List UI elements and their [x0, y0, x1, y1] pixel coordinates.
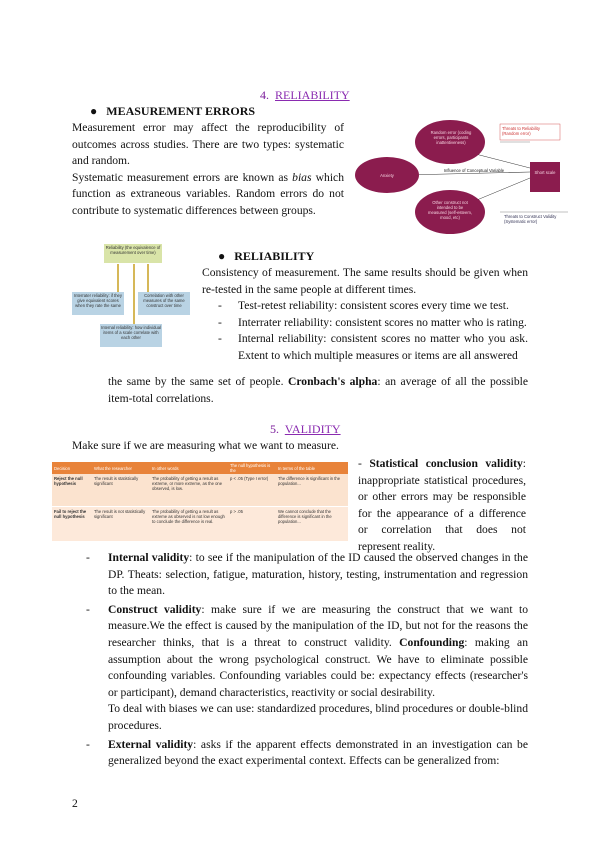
measurement-errors-title: MEASUREMENT ERRORS	[106, 104, 256, 118]
statistical-validity: - Statistical conclusion validity: inappropriate statistical procedures, or other errors may be responsible for the appearance of a difference or correlation that does not represent reality.	[358, 457, 526, 553]
table-header: In terms of the table	[278, 465, 316, 471]
reliability-continuation: the same by the same set of people. Cronbach's alpha: an average of all the possible item-total correlations.	[108, 375, 529, 405]
flow-box-right: Correlation with other measures of the same construct over time	[138, 292, 190, 315]
section-5-title[interactable]: VALIDITY	[284, 422, 341, 436]
page-number: 2	[72, 797, 78, 810]
list-item: - External validity: asks if the apparent effects demonstrated in an investigation can be generalized beyond the exact experimental context. Effects can be generalized from:	[86, 737, 528, 768]
section-4-title[interactable]: RELIABILITY	[275, 88, 350, 102]
section-4-heading	[260, 88, 350, 103]
table-cell: We cannot conclude that the difference is significant in the population...	[278, 509, 332, 524]
section-4-number: 4.	[260, 88, 269, 102]
measurement-errors-p1: Measurement error may affect the reproducibility of outcomes across studies. There are two types: systematic and random.	[72, 121, 344, 168]
edge-label: Influence of Conceptual Variable	[443, 168, 505, 173]
table-row	[52, 507, 348, 542]
list-item: - Internal reliability: consistent scores no matter who you ask. Extent to which multiple measures or items are all answered	[218, 332, 528, 362]
list-item: - Internal validity: to see if the manipulation of the ID caused the observed changes in the DP. Theats: selection, fatigue, maturation, history, testing, instrumentation and regression to the mean.	[86, 551, 528, 598]
node-short-scale: Short scale	[534, 170, 556, 175]
reliability-intro: Consistency of measurement. The same results should be given when re-tested in the same people at different times.	[202, 266, 528, 296]
table-header-row	[52, 462, 348, 474]
section-5-number: 5.	[270, 422, 279, 436]
bullet-icon: ●	[218, 249, 226, 263]
validity-intro: Make sure if we are measuring what we want to measure.	[72, 439, 339, 452]
decision-table-grid	[52, 462, 348, 541]
table-header: In other words	[152, 465, 179, 471]
measurement-errors-p2: Systematic measurement errors are known as bias which function as extraneous variables. Random errors do not contribute to systematic differences between groups.	[72, 170, 344, 217]
flow-box-bottom: Internal reliability: how individual items of a scale correlate with each other	[100, 324, 162, 347]
bullet-icon: ●	[90, 104, 98, 118]
table-cell: The probability of getting a result as extreme, or more extreme, as the one observed, is low.	[152, 476, 223, 491]
reliability-text	[202, 265, 528, 365]
table-header: What the researcher	[94, 465, 132, 471]
flow-box-top: Reliability (the equivalence of measurement over time)	[104, 244, 162, 263]
cronbach-term: Cronbach's alpha	[287, 375, 378, 388]
confounding-term: Confounding	[399, 635, 465, 649]
reliability-heading	[218, 249, 314, 264]
callout-threats-construct: Threats to Construct Validity (Systematic error)	[504, 214, 557, 224]
table-cell: The result is not statistically significant	[94, 509, 146, 519]
conceptual-variable-diagram	[350, 112, 575, 237]
callout-threats-reliability: Threats to Reliability (Random error)	[502, 126, 540, 136]
node-random-error: Random error (coding errors, participants inattentiveness)	[430, 130, 472, 145]
construct-validity-term: Construct validity	[108, 602, 202, 616]
box-short-scale	[530, 162, 560, 192]
statistical-validity-term: Statistical conclusion validity	[369, 457, 523, 470]
reliability-flow-diagram	[72, 244, 192, 354]
table-cell: The result is statistically significant	[94, 476, 139, 486]
biases-text: To deal with biases we can use: standardized procedures, blind procedures or double-blind procedures.	[108, 702, 528, 732]
list-item: - Test-retest reliability: consistent scores every time we test.	[218, 299, 509, 313]
measurement-errors-heading	[90, 104, 255, 119]
node-anxiety: Anxiety	[380, 173, 394, 178]
table-header: The null hypothesis is the	[230, 463, 271, 473]
table-header: Decision	[54, 465, 71, 471]
table-cell: Reject the null hypothesis	[54, 476, 83, 486]
validity-list	[86, 550, 528, 770]
internal-validity-term: Internal validity	[108, 551, 190, 564]
decision-table	[52, 462, 348, 541]
table-row	[52, 474, 348, 507]
node-other-construct: Other construct not intended to be measured (self-esteem, mood, etc)	[428, 200, 472, 220]
table-cell: Fail to reject the null hypothesis	[54, 509, 87, 519]
table-cell: The probability of getting a result as extreme as observed is not low enough to conclude the difference is real.	[152, 509, 225, 524]
table-cell: p > .05	[230, 509, 243, 514]
measurement-errors-text	[72, 120, 344, 220]
list-item: - Construct validity: make sure if we are measuring the construct that we want to measure.We the effect is caused by the manipulation of the ID, but not for the reasons the researcher thinks, that is a threat to construct validity. Confounding: making an assumption about the wrong psychological construct. We have to eliminate possible confounding variables. Confounding variables could be: expectancy effects (researcher's or participant), demand characteristics, reactivity or social desirability. To deal with biases we can use: standardized procedures, blind procedures or double-blind procedures.	[86, 602, 528, 735]
flow-box-left: Interrater reliability: if they give equivalent scores when they rate the same	[72, 292, 124, 315]
external-validity-term: External validity	[108, 737, 194, 751]
list-item: - Interrater reliability: consistent scores no matter who is rating.	[218, 315, 527, 329]
table-cell: p < .05 (Type I error)	[230, 476, 269, 481]
table-cell: The difference is significant in the population...	[278, 476, 341, 486]
section-5-heading	[270, 422, 341, 437]
reliability-title: RELIABILITY	[234, 249, 315, 263]
